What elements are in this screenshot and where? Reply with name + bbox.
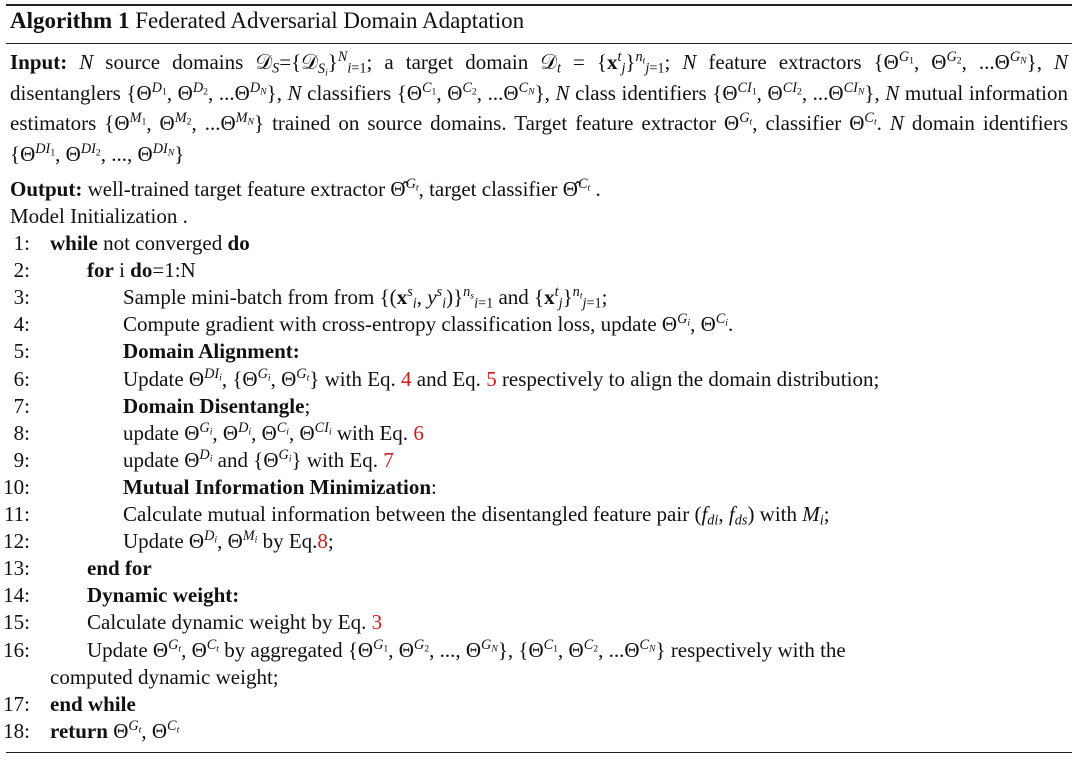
line-number: 13: (3, 556, 30, 581)
input-text: N source domains 𝒟$_S$={𝒟$_{S_i}$}$^N_{i=1}$; a target domain 𝒟$_t$ = $\{x^t_j\}^{n_t}_{j=1}$; N feature extractors {$\Theta^{G_1}$, $\Theta^{G_2}$, $...\Theta^{G_N}$}, N disentanglers {$\Theta^{D_1}$, $\Theta^{D_2}$, $...\Theta^{D_N}$}, N classifiers {$\Theta^{C_1}$, $\Theta^{C_2}$, $...\Theta^{C_N}$}, N class identifiers {$\Theta^{CI_1}$, $\Theta^{CI_2}$, $...\Theta^{CI_N}$}, N mutual information estimators {$\Theta^{M_1}$, $\Theta^{M_2}$, $...\Theta^{M_N}$} trained on source domains. Target feature extractor $\Theta^{G_t}$, classifier $\Theta^{C_t}$. N domain identifiers {$\Theta^{DI_1}$, $\Theta^{DI_2}$, ..., $\Theta^{DI_N}$} (10, 49, 1069, 166)
line-text: Compute gradient with cross-entropy classification loss, update $\Theta^{G_i}$, $\Theta^{C_i}$. (123, 311, 734, 337)
algorithm-line (0, 555, 1070, 582)
line-text: Update $\Theta^{G_t}$, $\Theta^{C_t}$ by aggregated {$\Theta^{G_1}$, $\Theta^{G_2}$, ..., $\Theta^{G_N}$}, {$\Theta^{C_1}$, $\Theta^{C_2}$, $...\Theta^{C_N}$} respectively with the (87, 636, 846, 662)
algorithm-line (0, 609, 1070, 636)
line-text: Calculate dynamic weight by Eq. 3 (87, 610, 383, 635)
output-label: Output: (10, 177, 83, 201)
algorithm-line (0, 338, 1070, 365)
bottom-rule (6, 752, 1072, 753)
line-text: while not converged do (50, 231, 250, 255)
line-number: 3: (13, 285, 30, 310)
algorithm-line (0, 637, 1070, 664)
algorithm-line (0, 718, 1070, 745)
algorithm-line (0, 257, 1070, 284)
line-number: 1: (13, 231, 30, 255)
line-number: 14: (3, 583, 30, 608)
algorithm-name: Federated Adversarial Domain Adaptation (135, 8, 525, 33)
input-section (10, 47, 1068, 169)
algorithm-line (0, 474, 1070, 501)
algorithm-line (0, 582, 1070, 609)
line-number: 2: (13, 258, 30, 283)
line-text: computed dynamic weight; (50, 664, 279, 689)
output-section (10, 174, 1068, 205)
algorithm-title (10, 8, 524, 34)
line-text: Update $\Theta^{DI_i}$, {$\Theta^{G_i}$, $\Theta^{G_t}$} with Eq. 4 and Eq. 5 respectively to align the domain distribution; (123, 365, 880, 391)
line-number: 12: (3, 529, 30, 554)
model-initialization: Model Initialization . (10, 204, 188, 228)
line-text: return $\Theta^{G_t}$, $\Theta^{C_t}$ (50, 717, 180, 743)
title-rule (6, 43, 1072, 44)
line-number: 18: (3, 718, 30, 743)
line-text: Calculate mutual information between the disentangled feature pair ($f_{di}$, $f_{ds}$) with $M_i$; (123, 502, 830, 529)
line-number: 9: (13, 447, 30, 472)
algorithm-line (0, 528, 1070, 555)
output-text: well-trained target feature extractor Θ̂$^{G_t}$, target classifier Θ̂$^{C_t}$ . (87, 176, 601, 201)
top-rule (6, 4, 1072, 6)
line-number: 4: (13, 312, 30, 337)
algorithm-line (0, 284, 1070, 311)
line-text: Update $\Theta^{D_i}$, $\Theta^{M_i}$ by Eq.8; (123, 528, 334, 554)
line-number: 17: (3, 691, 30, 716)
line-number: 8: (13, 420, 30, 445)
line-text: update $\Theta^{D_i}$ and $\{\Theta^{G_i}\}$ with Eq. 7 (123, 446, 394, 472)
algorithm-line (0, 501, 1070, 528)
algorithm-line-continuation (0, 664, 1070, 691)
algorithm-line (0, 691, 1070, 718)
line-text: Mutual Information Minimization: (123, 474, 437, 499)
input-label: Input: (10, 50, 68, 74)
line-number: 16: (3, 637, 30, 662)
line-number: 5: (13, 339, 30, 364)
line-number: 11: (3, 502, 30, 526)
line-text: update $\Theta^{G_i}$, $\Theta^{D_i}$, $\Theta^{C_i}$, $\Theta^{CI_i}$ with Eq. 6 (123, 419, 424, 445)
algorithm-line (0, 230, 1070, 257)
line-text: Dynamic weight: (87, 583, 240, 608)
algorithm-label: Algorithm 1 (10, 8, 130, 33)
line-text: Sample mini-batch from from {($x^s_i$, $y^s_i)\}^{n_s}_{i=1}$ and $\{x^t_j\}^{n_t}_{j=1}$; (123, 284, 608, 312)
line-text: Domain Alignment: (123, 339, 300, 364)
line-text: end while (50, 691, 136, 716)
algorithm-line (0, 366, 1070, 393)
line-text: end for (87, 556, 152, 581)
line-number: 15: (3, 610, 30, 635)
line-number: 7: (13, 393, 30, 418)
line-text: for i do=1:N (87, 258, 196, 283)
algorithm-line (0, 420, 1070, 447)
algorithm-line (0, 393, 1070, 420)
algorithm-line (0, 311, 1070, 338)
line-text: Domain Disentangle; (123, 393, 311, 418)
line-number: 10: (3, 474, 30, 499)
algorithm-line (0, 447, 1070, 474)
line-number: 6: (13, 366, 30, 391)
